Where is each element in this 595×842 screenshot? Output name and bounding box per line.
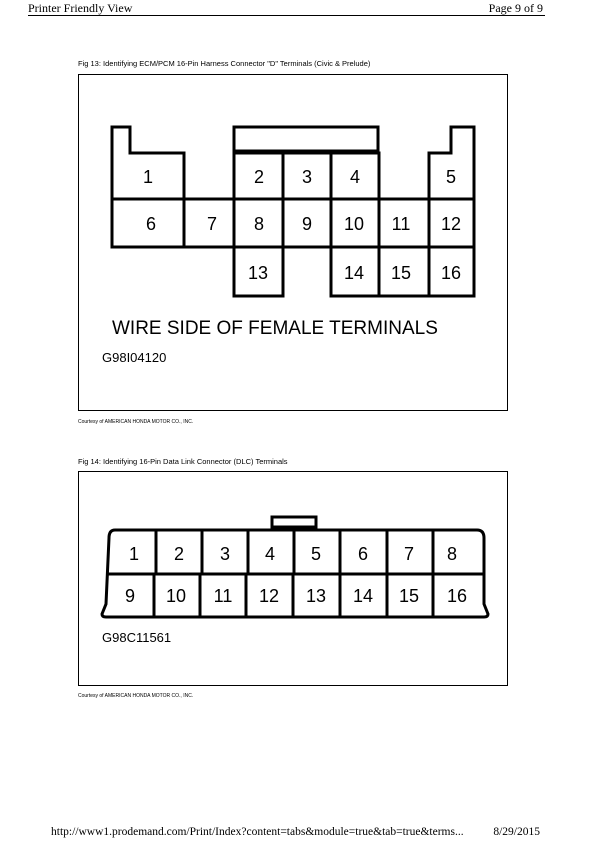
pin-label-1: 1 [142, 167, 154, 187]
dlc-pin-label-13: 13 [305, 586, 327, 606]
pin-label-11: 11 [391, 214, 411, 234]
dlc-pin-label-14: 14 [352, 586, 374, 606]
pin-cell-5 [429, 127, 474, 199]
dlc-pin-label-5: 5 [310, 544, 322, 564]
fig14-code: G98C11561 [102, 630, 172, 645]
pin-label-7: 7 [206, 214, 218, 234]
pin-label-3: 3 [301, 167, 313, 187]
page-number: Page 9 of 9 [488, 1, 543, 15]
dlc-pin-label-2: 2 [173, 544, 185, 564]
pin-label-10: 10 [343, 214, 365, 234]
pin-label-5: 5 [445, 167, 457, 187]
dlc-pin-label-9: 9 [124, 586, 136, 606]
pin-label-15: 15 [390, 263, 412, 283]
wire-side-label: WIRE SIDE OF FEMALE TERMINALS [112, 318, 438, 339]
header-divider [28, 15, 545, 16]
dlc-pin-label-4: 4 [264, 544, 276, 564]
pin-label-13: 13 [247, 263, 269, 283]
pin-label-12: 12 [440, 214, 462, 234]
pin-label-4: 4 [349, 167, 361, 187]
dlc-key-tab [272, 517, 316, 527]
dlc-pin-label-10: 10 [165, 586, 187, 606]
dlc-pin-label-1: 1 [128, 544, 140, 564]
fig13-code: G98I04120 [102, 350, 167, 365]
ecm-connector-diagram [79, 75, 507, 410]
fig13-caption: Fig 13: Identifying ECM/PCM 16-Pin Harness Connector "D" Terminals (Civic & Prelude) [78, 59, 371, 68]
dlc-pin-label-8: 8 [446, 544, 458, 564]
source-url: http://www1.prodemand.com/Print/Index?content=tabs&module=true&tab=true&terms... [51, 826, 464, 838]
fig13-courtesy: Courtesy of AMERICAN HONDA MOTOR CO., INC. [78, 419, 194, 425]
connector-latch [234, 127, 378, 151]
fig14-caption: Fig 14: Identifying 16-Pin Data Link Connector (DLC) Terminals [78, 457, 288, 466]
dlc-connector-diagram [79, 472, 507, 685]
pin-label-6: 6 [145, 214, 157, 234]
pin-label-14: 14 [343, 263, 365, 283]
dlc-pin-label-15: 15 [398, 586, 420, 606]
dlc-pin-label-7: 7 [403, 544, 415, 564]
dlc-pin-label-3: 3 [219, 544, 231, 564]
print-view-title: Printer Friendly View [28, 1, 133, 15]
fig14-diagram [78, 471, 508, 686]
fig13-diagram [78, 74, 508, 411]
dlc-pin-label-12: 12 [258, 586, 280, 606]
pin-label-9: 9 [301, 214, 313, 234]
pin-cell-1 [112, 127, 184, 199]
dlc-pin-label-16: 16 [446, 586, 468, 606]
pin-label-2: 2 [253, 167, 265, 187]
dlc-pin-label-11: 11 [213, 586, 233, 606]
pin-label-8: 8 [253, 214, 265, 234]
pin-label-16: 16 [440, 263, 462, 283]
dlc-pin-label-6: 6 [357, 544, 369, 564]
fig14-courtesy: Courtesy of AMERICAN HONDA MOTOR CO., INC. [78, 693, 194, 699]
print-date: 8/29/2015 [493, 826, 540, 838]
